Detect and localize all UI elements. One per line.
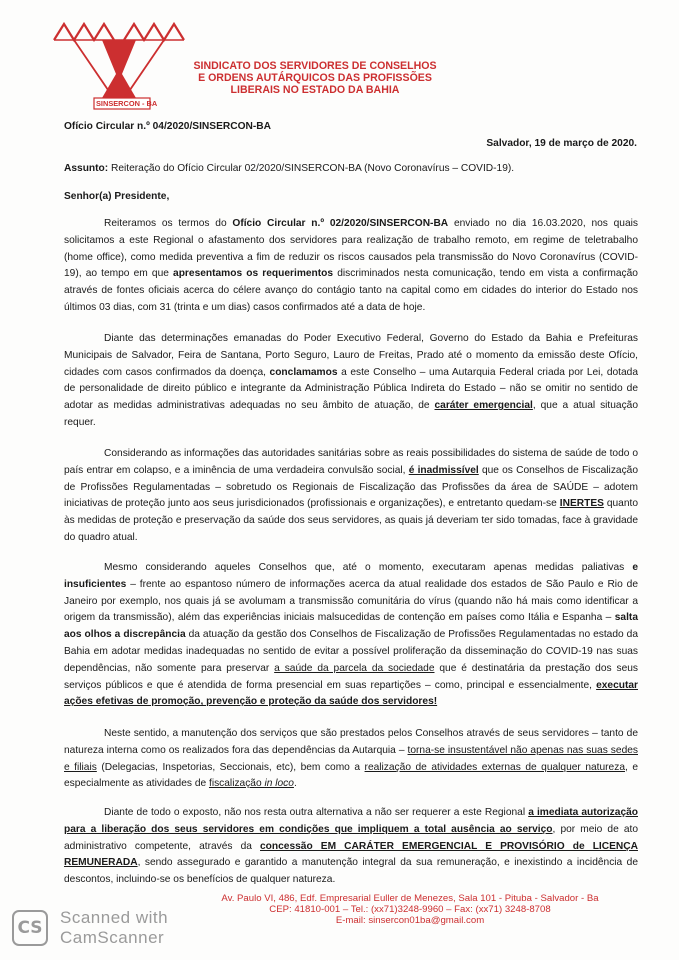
footer-address [210,893,610,926]
p1-text-2: enviado no dia 16.03.2020, nos quais solicitamos a este Regional o afastamento dos servidores para realização de trabalho remoto, em regime de teletrabalho (home office), como medida preventiva a fim de reduzir os riscos causados pela transmissão do Novo Coronavírus (COVID-19), ao tempo em que [64,218,638,280]
p6-bold-underline-2: concessão EM CARÁTER EMERGENCIAL E PROVISÓRIO de LICENÇA REMUNERADA [64,840,638,869]
p5-text-1: Neste sentido, a manutenção dos serviços que são prestados pelos Conselhos através de seus servidores – tanto de natureza interna como os realizados fora das dependências da Autarquia – [64,728,638,756]
salutation: Senhor(a) Presidente, [64,191,170,202]
camscanner-watermark [12,908,202,948]
watermark-text [60,908,168,948]
p1-bold-1: Ofício Circular n.º 02/2020/SINSERCON-BA [232,218,449,229]
p4-text-3: da atuação da gestão dos Conselhos de Fiscalização de Profissões Regulamentadas no estado da Bahia em adotar medidas inadequadas no sentido de evitar a possível proliferação da disseminação do COVID-19 nas suas dependências, não somente para preservar [64,629,638,674]
paragraph-2 [64,331,638,432]
watermark-line-2: CamScanner [60,928,165,947]
p3-text-2: que os Conselhos de Fiscalização de Profissões Regulamentadas – sobretudo os Regionais de Fiscalização das Profissões da área de SAÚDE – adotem iniciativas de proteção junto aos seus jurisdicionados (profissionais e organizações), e entretanto quedam-se [64,464,639,510]
p4-bold-1: e insuficientes [64,562,638,590]
org-name-line-2: E ORDENS AUTÁRQUICOS DAS PROFISSÕES [198,72,432,84]
p4-underline-1: a saúde da parcela da sociedade [274,662,435,674]
p6-bold-underline-1: a imediata autorização para a liberação dos seus servidores em condições que impliquem a total ausência ao serviço [64,807,638,835]
p5-text-3: , e especialmente as atividades de [64,761,638,790]
watermark-line-1: Scanned with [60,908,169,927]
p2-bold-1: conclamamos [269,366,338,378]
paragraph-1 [64,216,638,317]
logo-label: SINSERCON - BA [96,99,158,108]
p1-text-1: Reiteramos os termos do [104,218,233,229]
p5-underline-3: fiscalização [208,778,265,790]
document-date: Salvador, 19 de março de 2020. [486,138,637,149]
organization-name [190,60,440,96]
org-name-line-1: SINDICATO DOS SERVIDORES DE CONSELHOS [193,60,437,72]
p6-text-3: , sendo assegurado e garantido a manutenção integral da sua remuneração, e inexistindo a incidência de descontos, incluindo-se os benefícios de qualquer natureza. [64,857,638,886]
p4-bold-underline-1: executar ações efetivas de promoção, prevenção e proteção da saúde dos servidores! [64,679,638,708]
camscanner-logo-icon: CS [12,910,48,946]
p3-text-3: quanto às medidas de proteção e preservação da saúde dos seus servidores, as quais já deveriam ter sido tomadas, face à gravidade do quadro atual. [64,498,639,543]
p6-text-2: , por meio de ato administrativo competente, através da [64,823,639,852]
paragraph-3 [64,446,638,547]
subject-label: Assunto: [64,163,109,174]
p5-underline-2: realização de atividades externas de qualquer natureza [364,761,625,773]
p2-text-3: , que a atual situação requer. [64,400,639,428]
oficio-number: Ofício Circular n.º 04/2020/SINSERCON-BA [64,121,271,132]
subject-text: Reiteração do Ofício Circular 02/2020/SINSERCON-BA (Novo Coronavírus – COVID-19). [108,163,515,174]
p3-bold-underline-2: INERTES [559,498,604,510]
p4-text-4: que é destinatária da prestação dos seus serviços públicos e que é atendida de forma presencial em suas repartições – como, principal e essencialmente, [64,662,638,691]
p5-text-4: . [293,778,297,790]
p4-bold-2: salta aos olhos a discrepância [64,612,638,641]
sindicate-logo [52,18,186,118]
footer-line-3: E-mail: sinsercon01ba@gmail.com [335,915,485,926]
p3-text-1: Considerando as informações das autoridades sanitárias sobre as reais possibilidades do sistema de saúde de todo o país entrar em colapso, e a iminência de uma verdadeira convulsão social, [64,448,638,476]
p2-text-2: a este Conselho – uma Autarquia Federal criada por Lei, dotada de personalidade de direito público e integrante da Administração Pública Indireta do Estado – não se omitir no sentido de adotar as medidas administrativas adequadas no seu âmbito de atuação, de [64,366,638,412]
p2-bold-underline-1: caráter emergencial [434,400,533,412]
p3-bold-underline-1: é inadmissível [408,464,479,476]
subject-line [64,163,514,174]
p2-text-1: Diante das determinações emanadas do Poder Executivo Federal, Governo do Estado da Bahia e Prefeituras Municipais de Salvador, Feira de Santana, Porto Seguro, Lauro de Freitas, Prado até o momento da emissão deste Ofício, cidades com casos confirmados da doença, [64,333,638,378]
footer-line-1: Av. Paulo VI, 486, Edf. Empresarial Euller de Menezes, Sala 101 - Pituba - Salvador - Ba [221,893,599,904]
p5-underline-1: torna-se insustentável não apenas nas suas sedes e filiais [64,744,638,773]
p5-text-2: (Delegacias, Inspetorias, Seccionais, etc), bem como a [96,761,365,773]
p1-bold-2: apresentamos os requerimentos [173,268,334,280]
org-name-line-3: LIBERAIS NO ESTADO DA BAHIA [230,84,400,96]
p6-text-1: Diante de todo o exposto, não nos resta outra alternativa a não ser requerer a este Regional [104,807,529,818]
p1-text-3: discriminados nesta comunicação, tendo em vista a confirmação através de fontes oficiais acerca do célere avanço do contágio tanto na capital como em cidades do interior do Estado nos últimos 03 dias, com 31 (trinta e um dias) casos confirmados até a data de hoje. [64,268,638,313]
p4-text-2: – frente ao espantoso número de informações acerca da atual realidade dos estados de São Paulo e Rio de Janeiro por exemplo, nos quais já se avolumam a transmissão comunitária do vírus (quando não há mais como identificar a origem da transmissão), além das experiências iniciais malsucedidas de contenção em países como Itália e Espanha – [64,578,638,624]
paragraph-6 [64,805,638,889]
paragraph-4 [64,560,638,711]
p5-underline-italic-3: in loco [264,778,294,790]
p4-text-1: Mesmo considerando aqueles Conselhos que, até o momento, executaram apenas medidas paliativas [104,562,633,573]
footer-line-2: CEP: 41810-001 – Tel.: (xx71)3248-9960 – Fax: (xx71) 3248-8708 [269,904,551,915]
paragraph-5 [64,726,638,793]
